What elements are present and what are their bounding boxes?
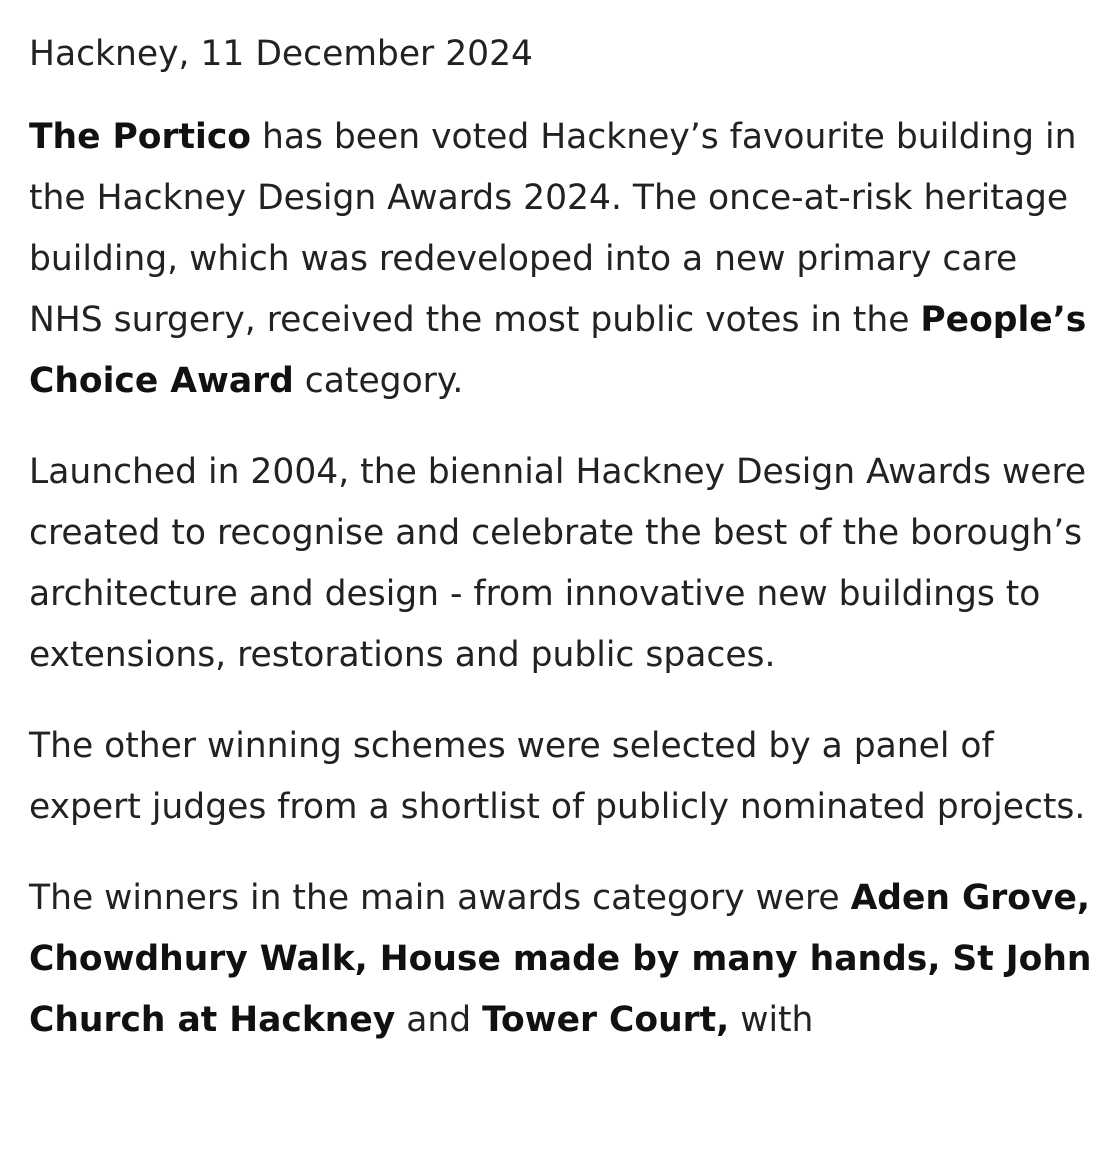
paragraph-text: category. [293, 361, 464, 401]
paragraph-text: has been voted Hackney’s favourite building in the Hackney Design Awards 2024. The once-at-risk heritage building, which was redeveloped into a new primary care NHS surgery, received the most public votes in the [29, 117, 1077, 340]
paragraph-text: The winners in the main awards category were [29, 878, 851, 918]
dateline: Hackney, 11 December 2024 [29, 34, 534, 74]
paragraph-text: and [395, 1000, 483, 1040]
paragraph-text: with [729, 1000, 814, 1040]
paragraph-judges [29, 716, 1099, 838]
paragraph-text: Launched in 2004, the biennial Hackney Design Awards were created to recognise and celebrate the best of the borough’s architecture and design - from innovative new buildings to extensions, restorations and public spaces. [29, 452, 1087, 675]
paragraph-portico [29, 107, 1099, 412]
paragraph-text: The other winning schemes were selected by a panel of expert judges from a shortlist of publicly nominated projects. [29, 726, 1086, 827]
winners-list: Aden Grove, Chowdhury Walk, House made by many hands, St John Church at Hackney [29, 878, 1092, 1040]
paragraph-awards-history [29, 442, 1099, 686]
paragraph-winners [29, 868, 1099, 1051]
award-name: People’s Choice Award [29, 300, 1087, 401]
winner-tower-court: Tower Court, [482, 1000, 730, 1040]
portico-name: The Portico [29, 117, 251, 157]
article-body [29, 26, 1099, 1081]
